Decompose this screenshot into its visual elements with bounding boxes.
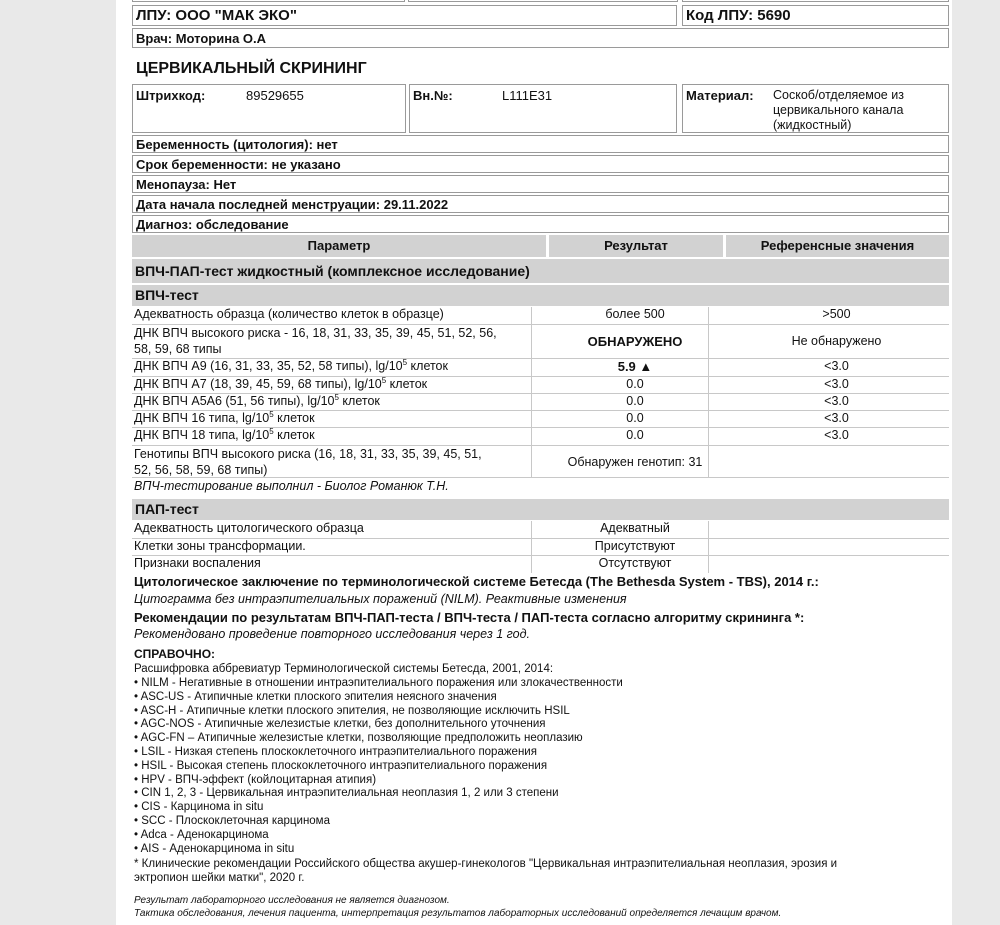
lpu-name: ЛПУ: ООО "МАК ЭКО" bbox=[136, 7, 297, 24]
doctor-box bbox=[132, 28, 949, 48]
param-high-risk-line: ДНК ВПЧ высокого риска - 16, 18, 31, 33, 35, 39, 45, 51, 52, 56, bbox=[134, 326, 497, 340]
param-type18-unit: клеток bbox=[273, 428, 315, 442]
param-adequacy: Адекватность образца (количество клеток в образце) bbox=[134, 307, 444, 321]
param-a5a6-sup: 5 bbox=[334, 392, 339, 402]
inner-number-value: L111E31 bbox=[502, 88, 553, 103]
lpu-box bbox=[132, 5, 677, 26]
result-inflammation: Отсутствуют bbox=[598, 556, 672, 570]
param-a7 bbox=[134, 377, 427, 391]
column-header-parameter: Параметр bbox=[132, 235, 546, 257]
reference-a5a6: <3.0 bbox=[824, 394, 849, 408]
result-a5a6: 0.0 bbox=[626, 394, 644, 408]
reference-high-risk: Не обнаружено bbox=[791, 334, 882, 348]
table-row bbox=[132, 446, 949, 478]
results-table-header bbox=[132, 235, 949, 257]
list-item: • Adca - Аденокарцинома bbox=[134, 828, 269, 841]
param-type16-sup: 5 bbox=[269, 409, 274, 419]
result-adequacy: более 500 bbox=[605, 307, 665, 321]
material-label: Материал: bbox=[686, 88, 754, 103]
param-type18-text: ДНК ВПЧ 18 типа, lg/10 bbox=[134, 428, 270, 442]
param-type18-sup: 5 bbox=[269, 426, 274, 436]
param-a9 bbox=[134, 359, 448, 373]
table-row bbox=[132, 394, 949, 411]
param-high-risk bbox=[134, 326, 497, 357]
disclaimer-line: Тактика обследования, лечения пациента, интерпретация результатов лабораторных исследований определяется лечащим врачом. bbox=[134, 907, 782, 919]
disclaimer bbox=[134, 895, 781, 920]
param-type18 bbox=[134, 428, 315, 442]
list-item: • CIN 1, 2, 3 - Цервикальная интраэпителиальная неоплазия 1, 2 или 3 степени bbox=[134, 787, 559, 800]
reference-type16: <3.0 bbox=[824, 411, 849, 425]
param-genotypes bbox=[134, 447, 482, 478]
list-item: • AGC-FN – Атипичные железистые клетки, позволяющие предположить неоплазию bbox=[134, 732, 583, 745]
top-stub-box bbox=[132, 0, 405, 2]
list-item: • AIS - Аденокарцинома in situ bbox=[134, 842, 295, 855]
row-divider bbox=[132, 477, 949, 478]
disclaimer-line: Результат лабораторного исследования не является диагнозом. bbox=[134, 895, 450, 906]
list-item: • ASC-US - Атипичные клетки плоского эпителия неясного значения bbox=[134, 690, 497, 703]
section-hpv-pap-label: ВПЧ-ПАП-тест жидкостный (комплексное исследование) bbox=[135, 263, 530, 279]
column-header-result: Результат bbox=[549, 235, 723, 257]
conclusion-text: Цитограмма без интраэпителиальных поражений (NILM). Реактивные изменения bbox=[134, 592, 627, 606]
material-value bbox=[773, 88, 904, 133]
list-item: • SCC - Плоскоклеточная карцинома bbox=[134, 814, 330, 827]
barcode-value: 89529655 bbox=[246, 88, 304, 103]
top-stub-box bbox=[682, 0, 949, 2]
result-transformation-zone: Присутствуют bbox=[594, 539, 676, 553]
table-row bbox=[132, 521, 949, 538]
param-type16 bbox=[134, 411, 315, 425]
list-item: • CIS - Карцинома in situ bbox=[134, 801, 264, 814]
param-type16-text: ДНК ВПЧ 16 типа, lg/10 bbox=[134, 411, 270, 425]
recommendation-title: Рекомендации по результатам ВПЧ-ПАП-теста / ВПЧ-теста / ПАП-теста согласно алгоритму скрининга *: bbox=[134, 610, 805, 625]
param-genotypes-line: 52, 56, 58, 59, 68 типы) bbox=[134, 462, 268, 477]
table-row bbox=[132, 428, 949, 445]
material-line: (жидкостный) bbox=[773, 118, 852, 132]
list-item: • HPV - ВПЧ-эффект (койлоцитарная атипия) bbox=[134, 773, 377, 786]
table-row bbox=[132, 556, 949, 573]
param-a7-sup: 5 bbox=[381, 375, 387, 385]
reference-type18: <3.0 bbox=[824, 428, 849, 442]
table-row bbox=[132, 307, 949, 324]
param-a5a6-unit: клеток bbox=[338, 394, 380, 408]
section-pap-title bbox=[132, 499, 949, 520]
reference-a9: <3.0 bbox=[824, 359, 849, 373]
result-type18: 0.0 bbox=[626, 428, 644, 442]
param-a9-sup: 5 bbox=[402, 357, 408, 367]
result-genotypes: Обнаружен генотип: 31 bbox=[567, 455, 703, 469]
inner-number-label: Вн.№: bbox=[413, 88, 453, 103]
reference-title: СПРАВОЧНО: bbox=[134, 647, 216, 661]
param-a5a6-text: ДНК ВПЧ А5А6 (51, 56 типы), lg/10 bbox=[134, 394, 335, 408]
lpu-code: Код ЛПУ: 5690 bbox=[686, 7, 791, 24]
table-row bbox=[132, 411, 949, 428]
param-inflammation: Признаки воспаления bbox=[134, 556, 261, 570]
inner-number-box bbox=[409, 84, 677, 133]
result-type16: 0.0 bbox=[626, 411, 644, 425]
result-cytology-adequacy: Адекватный bbox=[600, 521, 670, 535]
footnote-line: эктропион шейки матки", 2020 г. bbox=[134, 872, 305, 884]
last-menstruation-date: Дата начала последней менструации: 29.11.2022 bbox=[136, 197, 449, 212]
lpu-code-box bbox=[682, 5, 949, 26]
doctor-name: Врач: Моторина О.А bbox=[136, 31, 267, 46]
param-transformation-zone: Клетки зоны трансформации. bbox=[134, 539, 306, 553]
result-a7: 0.0 bbox=[626, 377, 644, 391]
material-box bbox=[682, 84, 949, 133]
report-page bbox=[116, 0, 952, 925]
barcode-box bbox=[132, 84, 406, 133]
pregnancy-term: Срок беременности: не указано bbox=[136, 157, 341, 172]
param-high-risk-line: 58, 59, 68 типы bbox=[134, 341, 222, 356]
param-type16-unit: клеток bbox=[273, 411, 315, 425]
table-row bbox=[132, 325, 949, 358]
material-line: Соскоб/отделяемое из bbox=[773, 88, 904, 102]
list-item: • AGC-NOS - Атипичные железистые клетки, без дополнительного уточнения bbox=[134, 718, 546, 731]
pregnancy-cytology: Беременность (цитология): нет bbox=[136, 137, 338, 152]
list-item: • ASC-H - Атипичные клетки плоского эпителия, не позволяющие исключить HSIL bbox=[134, 704, 570, 717]
page-title: ЦЕРВИКАЛЬНЫЙ СКРИНИНГ bbox=[136, 60, 367, 77]
hpv-performer: ВПЧ-тестирование выполнил - Биолог Романюк Т.Н. bbox=[134, 479, 449, 493]
footnote bbox=[134, 857, 837, 885]
menstruation-box bbox=[132, 195, 949, 213]
recommendation-text: Рекомендовано проведение повторного исследования через 1 год. bbox=[134, 627, 531, 641]
section-hpv-title bbox=[132, 285, 949, 306]
param-a9-unit: клеток bbox=[407, 359, 448, 373]
conclusion-title: Цитологическое заключение по терминологической системе Бетесда (The Bethesda System - TBS), 2014 г.: bbox=[134, 574, 819, 589]
pregnancy-box bbox=[132, 135, 949, 153]
param-a9-text: ДНК ВПЧ А9 (16, 31, 33, 35, 52, 58 типы), lg/10 bbox=[134, 359, 403, 373]
list-item: • LSIL - Низкая степень плоскоклеточного интраэпителиального поражения bbox=[134, 745, 537, 758]
param-a7-text: ДНК ВПЧ А7 (18, 39, 45, 59, 68 типы), lg/10 bbox=[134, 377, 382, 391]
param-cytology-adequacy: Адекватность цитологического образца bbox=[134, 521, 364, 535]
pregnancy-term-box bbox=[132, 155, 949, 173]
param-genotypes-line: Генотипы ВПЧ высокого риска (16, 18, 31, 33, 35, 39, 45, 51, bbox=[134, 447, 482, 461]
reference-intro: Расшифровка аббревиатур Терминологической системы Бетесда, 2001, 2014: bbox=[134, 663, 554, 675]
diagnosis-box bbox=[132, 215, 949, 233]
section-hpv-label: ВПЧ-тест bbox=[135, 287, 199, 303]
section-hpv-pap-title bbox=[132, 259, 949, 283]
list-item: • HSIL - Высокая степень плоскоклеточного интраэпителиального поражения bbox=[134, 759, 548, 772]
top-stub-box bbox=[408, 0, 678, 2]
table-row bbox=[132, 377, 949, 394]
column-header-reference: Референсные значения bbox=[726, 235, 949, 257]
material-line: цервикального канала bbox=[773, 103, 904, 117]
footnote-line: * Клинические рекомендации Российского общества акушер-гинекологов "Цервикальная интраэпителиальная неоплазия, эрозия и bbox=[134, 858, 838, 870]
barcode-label: Штрихкод: bbox=[136, 88, 206, 103]
menopause: Менопауза: Нет bbox=[136, 177, 237, 192]
reference-list bbox=[134, 677, 623, 856]
param-a5a6 bbox=[134, 394, 380, 408]
reference-adequacy: >500 bbox=[822, 307, 851, 321]
table-row bbox=[132, 359, 949, 376]
section-pap-label: ПАП-тест bbox=[135, 501, 199, 517]
list-item: • NILM - Негативные в отношении интраэпителиального поражения или злокачественности bbox=[134, 677, 623, 689]
result-a9: 5.9 ▲ bbox=[617, 359, 653, 374]
result-high-risk: ОБНАРУЖЕНО bbox=[587, 334, 683, 349]
reference-a7: <3.0 bbox=[824, 377, 849, 391]
diagnosis: Диагноз: обследование bbox=[136, 217, 289, 232]
table-row bbox=[132, 539, 949, 556]
param-a7-unit: клеток bbox=[386, 377, 428, 391]
menopause-box bbox=[132, 175, 949, 193]
